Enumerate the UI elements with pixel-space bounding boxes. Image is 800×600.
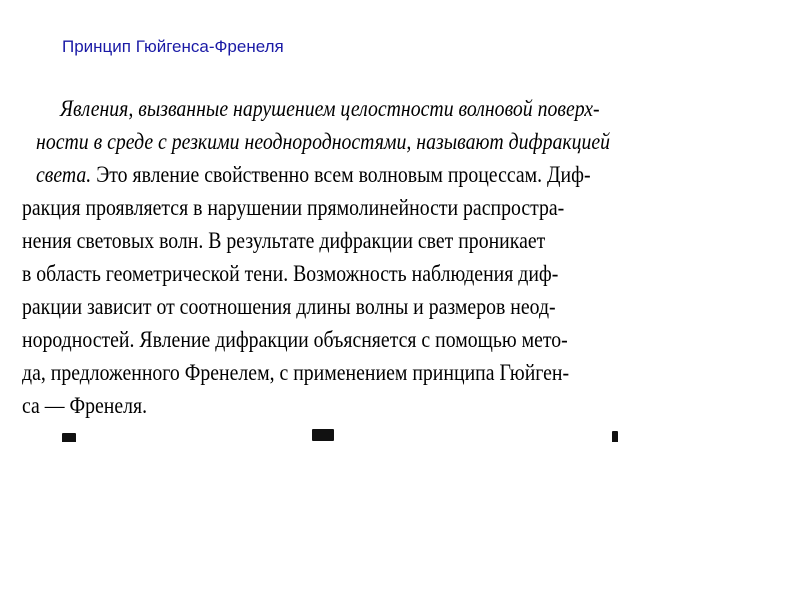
scan-line-3-text: Это явление свойственно всем волновым процессам. Диф- [91,162,591,187]
scan-line-8-text: нородностей. Явление дифракции объясняется с помощью мето- [22,327,568,352]
scan-line-3-italic: света. [36,162,92,187]
cropped-next-line-fragment [62,423,622,442]
scan-line-4-text: ракция проявляется в нарушении прямолинейности распростра- [22,195,565,220]
scan-line-9 [22,356,569,389]
scan-line-10-text: са — Френеля. [22,393,148,418]
scan-line-6 [22,257,558,290]
scan-line-8 [22,323,568,356]
scanned-text-image [22,92,752,442]
scan-line-3 [36,158,591,191]
scan-line-5-text: нения световых волн. В результате дифракции свет проникает [22,228,546,253]
scan-line-1 [60,92,600,125]
scan-line-1-italic: Явления, вызванные нарушением целостности волновой поверх- [60,96,600,121]
scan-line-7 [22,290,556,323]
scan-line-4 [22,191,564,224]
scan-line-2 [36,125,610,158]
scan-line-5 [22,224,545,257]
scan-line-7-text: ракции зависит от соотношения длины волны и размеров неод- [22,294,556,319]
slide-title: Принцип Гюйгенса-Френеля [62,37,284,56]
scan-line-6-text: в область геометрической тени. Возможность наблюдения диф- [22,261,559,286]
scan-line-2-italic: ности в среде с резкими неоднородностями, называют дифракцией [36,129,611,154]
scan-line-9-text: да, предложенного Френелем, с применением принципа Гюйген- [22,360,570,385]
scan-line-10 [22,389,147,422]
